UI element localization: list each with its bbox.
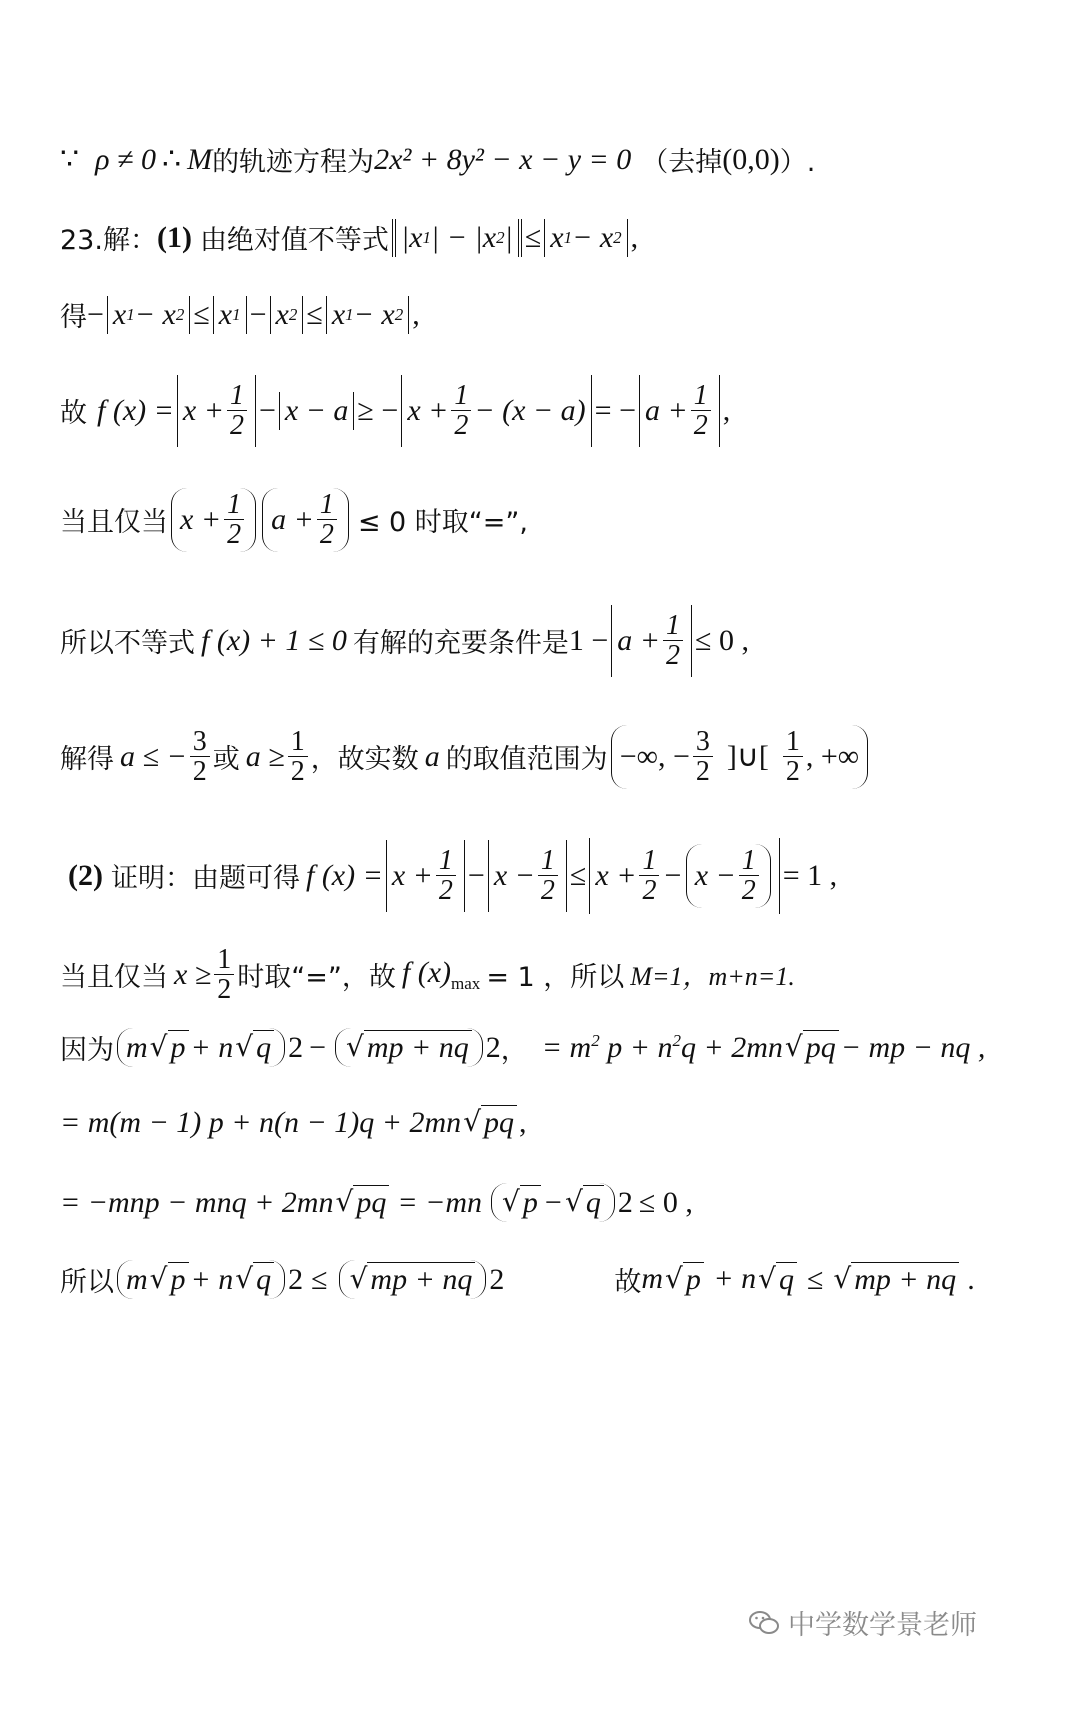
leq-symbol: ≤ (311, 1262, 328, 1296)
wechat-icon (748, 1609, 780, 1637)
factored-expr: = m(m − 1) p + n(n − 1)q + 2mn (60, 1105, 462, 1139)
minus-symbol: − (87, 297, 104, 331)
abs-x-minus-half: x − $\frac{1}{2}$ (488, 840, 567, 912)
paren-sqrt-mp-nq: √ mp + nq (335, 1028, 483, 1067)
leq-symbol: ≤ (306, 297, 323, 331)
excluded-point: (0,0) (722, 142, 780, 176)
interval-right: $\frac{1}{2}$ , +∞ (772, 725, 868, 789)
so-text: = 1 ，所以 (486, 962, 625, 994)
paren-m-sqrt-p: m √ p + n √ q (117, 1260, 285, 1299)
f-of-x: f (x) = (97, 393, 174, 427)
minus-mp-nq: − mp − nq , (840, 1030, 986, 1064)
locus-text: 的轨迹方程为 (212, 147, 375, 178)
frac-1-2: $\frac{1}{2}$ (214, 945, 234, 1005)
watermark (748, 1603, 977, 1642)
minus-symbol: − (467, 858, 485, 892)
abs-a-plus-half: a + $\frac{1}{2}$ (639, 375, 720, 447)
proof-text: 证明：由题可得 (110, 863, 300, 895)
simplified-expr: = −mnp − mnq + 2mn (60, 1185, 334, 1219)
fx-plus-1-leq-0: f (x) + 1 ≤ 0 (201, 623, 347, 657)
union-symbol: ]∪[ (726, 740, 769, 774)
line-7 (60, 725, 871, 789)
geq-minus: ≥ − (357, 393, 399, 427)
abs-a-plus-half: a + $\frac{1}{2}$ (611, 605, 692, 677)
leq-symbol: ≤ (569, 858, 587, 892)
watermark-text: 中学数学景老师 (788, 1610, 977, 1641)
paren-sqrt-diff: √ p − √ q (491, 1183, 615, 1222)
one-minus: 1 − (568, 623, 609, 657)
or-text: 或 (212, 744, 240, 776)
leq-symbol: ≤ (524, 220, 542, 254)
locus-equation: 2x² + 8y² − x − y = 0 (374, 142, 632, 176)
abs-x1-x2-left: x 1 − x 2 (107, 296, 190, 334)
line-10: 因为 m √ p + n √ q 2 − √ mp + nq 2 ， = $m^2$ $p + n^2q + 2mn$ √ pq − mp − nq , (60, 1030, 986, 1066)
minus-symbol: − (258, 393, 276, 427)
equality-text: ≤ 0 时取“=”, (357, 507, 528, 539)
iff-text: 当且仅当 (60, 507, 168, 539)
abs-x2: x 2 (270, 296, 304, 334)
abs-x-minus-a: x − a (279, 392, 355, 430)
so-text: 所以 (60, 1267, 114, 1298)
comma: , (722, 393, 731, 427)
gu-text: 故 (60, 398, 87, 430)
condition-text: 有解的充要条件是 (352, 628, 569, 660)
part-2-label: (2) (68, 858, 103, 892)
iff-text: 当且仅当 (60, 962, 168, 994)
a-leq: a ≤ − (120, 739, 187, 773)
equality-text: 时取“=”，故 (237, 962, 396, 994)
paren-x-plus-half: x + $\frac{1}{2}$ (171, 488, 256, 552)
de-text: 得 (60, 302, 87, 333)
paren-a-plus-half: a + $\frac{1}{2}$ (262, 488, 349, 552)
abs-x-plus-half: x + $\frac{1}{2}$ (177, 375, 256, 447)
abs-combined-2: x + $\frac{1}{2}$ − x − $\frac{1}{2}$ (589, 838, 779, 914)
line-13: 所以 m √ p + n √ q 2 ≤ √ mp + nq 2 故 m √ p + n √ q ≤ √ mp + nq . (60, 1262, 975, 1298)
range-text: 的取值范围为 (445, 744, 608, 776)
f-of-x: f (x) = (305, 858, 383, 892)
so-inequality-text: 所以不等式 (60, 628, 195, 660)
therefore-text: 故 (614, 1267, 642, 1298)
therefore-symbol: ∴ (161, 143, 182, 176)
minus-symbol: − (309, 1030, 327, 1064)
conclusion-lhs: m √ p + n √ q (641, 1262, 799, 1297)
leq-symbol: ≤ (806, 1262, 824, 1296)
paren-sqrt-mp-nq: √ mp + nq (339, 1260, 487, 1299)
eq-minus: = − (594, 393, 637, 427)
real-number-text: ，故实数 (310, 744, 419, 776)
leq-zero: ≤ 0 , (695, 623, 749, 657)
line-11 (60, 1105, 527, 1140)
f-max: f $(x)_{max}$ (401, 955, 481, 993)
abs-diff-expr: |x 1 | − |x 2 | (392, 219, 522, 257)
problem-label: 23.解： (60, 225, 157, 256)
abs-x1-x2: x 1 − x 2 (544, 219, 627, 257)
comma: , (412, 297, 420, 331)
part-1-label: (1) (156, 220, 192, 254)
leq-zero: ≤ 0 , (638, 1185, 693, 1219)
abs-combined: x + $\frac{1}{2}$ − (x − a) (401, 375, 591, 447)
line-12: = −mnp − mnq + 2mn √ pq = −mn √ p − √ q 2 ≤ 0 , (60, 1183, 693, 1222)
period: . (967, 1262, 975, 1296)
abs-x1-x2-right: x 1 − x 2 (326, 296, 409, 334)
frac-1-2: $\frac{1}{2}$ (288, 727, 308, 787)
abs-inequality-text: 由绝对值不等式 (199, 225, 389, 256)
a-geq: a ≥ (245, 739, 285, 773)
abs-x1: x 1 (213, 296, 247, 334)
interval-left: −∞, − $\frac{3}{2}$ (611, 725, 724, 789)
line-2 (60, 218, 638, 257)
line-1-end: ）. (779, 147, 816, 178)
sqrt-pq: √ pq (335, 1185, 389, 1220)
sqrt-pq: √ pq (463, 1105, 517, 1140)
because-symbol: ∵ (60, 143, 80, 176)
conclusion-rhs: √ mp + nq (833, 1262, 959, 1297)
comma: , (519, 1105, 527, 1139)
eq-minus-mn: = −mn (397, 1185, 482, 1219)
abs-x-plus-half: x + $\frac{1}{2}$ (386, 840, 465, 912)
line-4 (60, 375, 730, 447)
equals-one: = 1 , (782, 858, 838, 892)
frac-3-2: $\frac{3}{2}$ (190, 727, 210, 787)
line-6 (60, 605, 749, 677)
minus-symbol: − (249, 297, 267, 331)
line-5 (60, 488, 528, 552)
rho-condition: ρ ≠ 0 (95, 142, 156, 176)
exclude-note: （去掉 (641, 147, 723, 178)
comma: ， (500, 1035, 528, 1066)
variable-a: a (424, 739, 440, 773)
point-m: M (187, 142, 213, 176)
sqrt-pq: √ pq (785, 1030, 839, 1065)
leq-symbol: ≤ (193, 297, 210, 331)
paren-m-sqrt-p: m √ p + n √ q (117, 1028, 285, 1067)
solve-text: 解得 (60, 744, 114, 776)
line-3 (60, 295, 420, 334)
expand-expr: = $m^2$ $p + n^2q + 2mn$ (541, 1030, 783, 1064)
line-9 (60, 945, 795, 1005)
comma: , (630, 220, 639, 254)
line-8 (68, 838, 837, 914)
because-text: 因为 (60, 1035, 114, 1066)
line-1 (60, 140, 815, 179)
x-geq: x ≥ (174, 957, 212, 991)
m-value: M=1，m+n=1. (630, 962, 795, 992)
